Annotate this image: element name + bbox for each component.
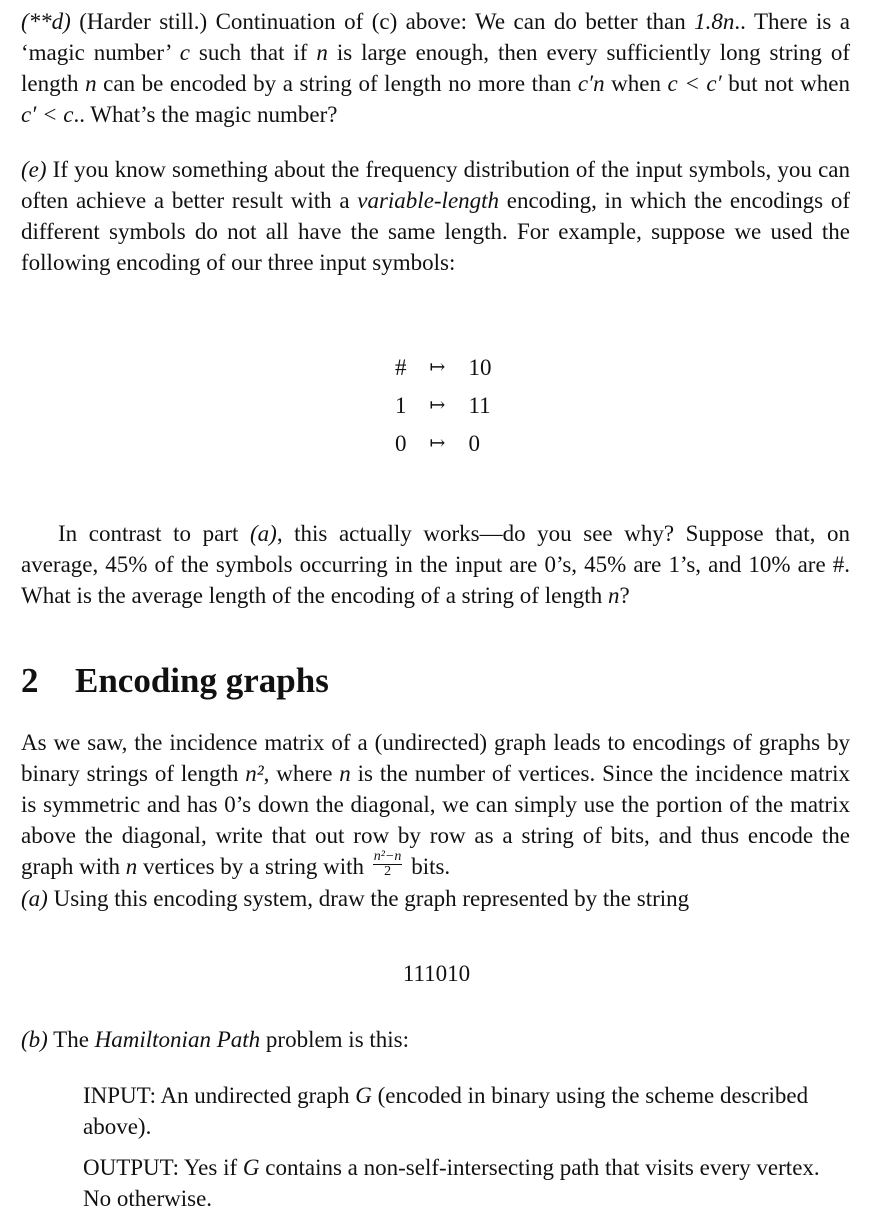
part-d-text: such that if: [190, 40, 317, 65]
part-e-paragraph: [21, 154, 850, 278]
math: n: [607, 583, 620, 608]
intro-text: bits.: [405, 854, 451, 879]
contrast-paragraph: [21, 518, 850, 611]
intro-text: is the number of vertices. Since the incidence matrix is symmetric and has 0’s down the diagonal, we can simply use the portion of the matrix above the diagonal, write that out row by row as a string of bits, and thus encode the graph with: [21, 761, 851, 879]
part-d-text: is large enough, then every sufficiently long string of length: [21, 40, 851, 96]
part-b-text: problem is this:: [260, 1027, 410, 1053]
part-b-text: The: [47, 1027, 95, 1053]
fraction-denominator: 2: [384, 864, 392, 880]
intro-text: , where: [263, 761, 340, 786]
problem-definition: [83, 1080, 850, 1214]
part-a-text: Using this encoding system, draw the graph represented by the string: [47, 886, 690, 912]
encoding-code: 10: [468, 354, 492, 380]
encoding-row: [383, 424, 509, 462]
contrast-text: In contrast to part: [58, 521, 250, 546]
maps-to-icon: ↦: [429, 356, 446, 378]
intro-text: vertices by a string with: [137, 854, 370, 879]
section-intro-paragraph: [21, 727, 850, 914]
part-e-text: encoding, in which the encodings of different symbols do not all have the same length. For example, suppose we used the following encoding of our three input symbols:: [21, 188, 851, 275]
part-e-text: If you know something about the frequency distribution of the input symbols, you can often achieve a better result with a: [21, 157, 850, 213]
contrast-text: , this actually works—do you see why? Suppose that, on average, 45% of the symbols occurring in the input are 0’s, 45% are 1’s, and 10% are #. What is the average length of the encoding of a string of length: [21, 521, 850, 608]
section-title: Encoding graphs: [75, 661, 329, 700]
maps-to-icon: ↦: [429, 432, 446, 454]
part-d-label: (**d): [21, 9, 71, 34]
part-d-text: (Harder still.) Continuation of (c) above: We can do better than: [70, 9, 695, 34]
math: G: [242, 1155, 260, 1181]
math: n²: [245, 761, 264, 786]
math: c′ < c: [21, 102, 74, 127]
fraction: [373, 850, 403, 879]
encoding-code: 0: [468, 430, 480, 456]
intro-text: As we saw, the incidence matrix of a (undirected) graph leads to encodings of graphs by binary strings of length: [21, 730, 850, 786]
maps-to-icon: ↦: [429, 394, 446, 416]
math: 1.8n: [694, 9, 735, 34]
encoding-symbol: #: [395, 354, 407, 380]
emphasis: variable-length: [357, 188, 500, 213]
math: n: [125, 854, 138, 879]
math: c′n: [577, 71, 605, 96]
input-text: (encoded in binary using the scheme described above).: [83, 1083, 809, 1140]
encoding-symbol: 0: [395, 430, 407, 456]
part-d-text: but not when: [721, 71, 850, 96]
math: n: [316, 40, 328, 65]
part-a-label: (a): [21, 886, 48, 912]
bitstring-display: 111010: [402, 961, 471, 987]
output-text: OUTPUT: Yes if: [83, 1155, 243, 1181]
part-e-label: (e): [21, 157, 47, 182]
problem-output: [83, 1152, 850, 1214]
section-number: 2: [21, 661, 39, 700]
part-reference: (a): [249, 521, 277, 546]
section-heading: [21, 660, 850, 702]
math: c: [179, 40, 190, 65]
input-text: INPUT: An undirected graph: [83, 1083, 356, 1109]
encoding-row: [383, 348, 509, 386]
encoding-row: [383, 386, 509, 424]
part-d-text: .. What’s the magic number?: [73, 102, 338, 127]
contrast-text: ?: [619, 583, 630, 608]
encoding-table: [383, 348, 509, 462]
part-d-paragraph: [21, 6, 850, 130]
encoding-symbol: 1: [395, 392, 407, 418]
math: n: [339, 761, 351, 786]
problem-input: [83, 1080, 850, 1142]
part-d-text: when: [604, 71, 668, 96]
fraction-numerator: n²−n: [373, 849, 402, 865]
math: c < c′: [667, 71, 722, 96]
part-b-label: (b): [21, 1027, 48, 1053]
math: n: [85, 71, 97, 96]
part-b-paragraph: [21, 1024, 850, 1055]
part-d-text: can be encoded by a string of length no more than: [96, 71, 578, 96]
emphasis: Hamiltonian Path: [94, 1027, 261, 1053]
part-d-text: .. There is a ‘magic number’: [21, 9, 850, 65]
encoding-code: 11: [468, 392, 491, 418]
math: G: [355, 1083, 372, 1109]
document-page: [21, 6, 850, 1224]
output-text: contains a non-self-intersecting path that visits every vertex. No otherwise.: [83, 1155, 820, 1212]
